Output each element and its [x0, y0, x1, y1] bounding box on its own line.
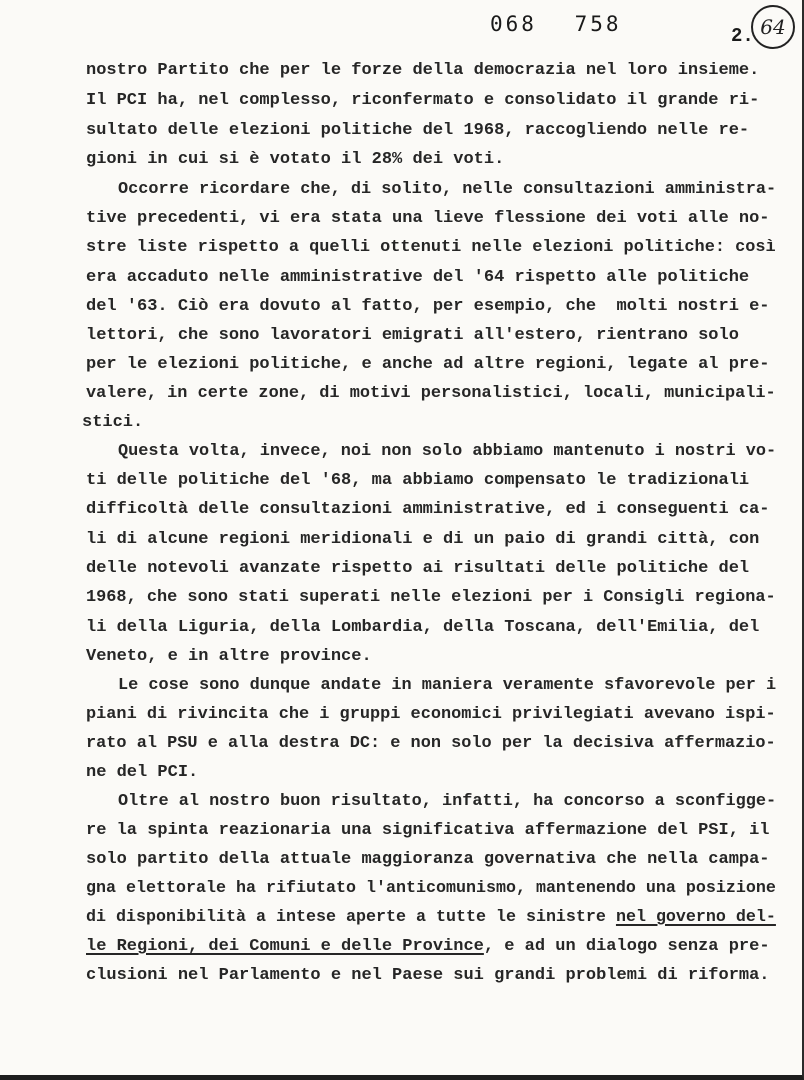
text-line: nostro Partito che per le forze della democrazia nel loro insieme. — [86, 61, 760, 80]
text-line: lettori, che sono lavoratori emigrati all'estero, rientrano solo — [86, 326, 739, 345]
text-line: difficoltà delle consultazioni amministrative, ed i conseguenti ca- — [86, 500, 770, 519]
text-line: rato al PSU e alla destra DC: e non solo per la decisiva affermazio- — [86, 734, 776, 753]
text-line-with-underline — [86, 908, 776, 927]
text-line: stre liste rispetto a quelli ottenuti nelle elezioni politiche: così — [86, 238, 776, 257]
text-line: del '63. Ciò era dovuto al fatto, per esempio, che molti nostri e- — [86, 297, 770, 316]
text-line: solo partito della attuale maggioranza governativa che nella campa- — [86, 850, 770, 869]
text-line: re la spinta reazionaria una significativa affermazione del PSI, il — [86, 821, 770, 840]
underlined-text: nel governo del- — [615, 908, 776, 927]
circled-folio-number: 64 — [751, 5, 795, 49]
text-line: tive precedenti, vi era stata una lieve flessione dei voti alle no- — [86, 209, 770, 228]
text-line: era accaduto nelle amministrative del '64 rispetto alle politiche — [86, 268, 750, 287]
text-line: Veneto, e in altre province. — [86, 647, 372, 666]
text-line: clusioni nel Parlamento e nel Paese sui grandi problemi di riforma. — [86, 966, 770, 985]
text-line: delle notevoli avanzate rispetto ai risultati delle politiche del — [86, 559, 750, 578]
text-line: gna elettorale ha rifiutato l'anticomunismo, mantenendo una posizione — [86, 879, 776, 898]
text-line: ti delle politiche del '68, ma abbiamo compensato le tradizionali — [86, 471, 750, 490]
text-line: Questa volta, invece, noi non solo abbiamo mantenuto i nostri vo- — [118, 442, 777, 461]
text-line: li della Liguria, della Lombardia, della Toscana, dell'Emilia, del — [86, 618, 760, 637]
page-number: 2. — [731, 25, 754, 47]
text-line: stici. — [82, 413, 144, 432]
text-fragment: di disponibilità a intese aperte a tutte le sinistre — [86, 908, 616, 927]
text-line: sultato delle elezioni politiche del 1968, raccogliendo nelle re- — [86, 121, 750, 140]
text-line: li di alcune regioni meridionali e di un paio di grandi città, con — [86, 530, 760, 549]
archive-serial-number — [490, 12, 622, 36]
text-line: Occorre ricordare che, di solito, nelle consultazioni amministra- — [118, 180, 777, 199]
text-line: Il PCI ha, nel complesso, riconfermato e consolidato il grande ri- — [86, 91, 760, 110]
text-line: Le cose sono dunque andate in maniera veramente sfavorevole per i — [118, 676, 777, 695]
underlined-text: le Regioni, dei Comuni e delle Province — [86, 937, 484, 956]
text-line: piani di rivincita che i gruppi economici privilegiati avevano ispi- — [86, 705, 776, 724]
text-fragment: , e ad un dialogo senza pre- — [483, 937, 770, 956]
text-line: 1968, che sono stati superati nelle elezioni per i Consigli regiona- — [86, 588, 776, 607]
text-line: per le elezioni politiche, e anche ad altre regioni, legate al pre- — [86, 355, 770, 374]
text-line-with-underline — [86, 937, 770, 956]
text-line: Oltre al nostro buon risultato, infatti, ha concorso a sconfigge- — [118, 792, 777, 811]
serial-part-a: 068 — [490, 12, 537, 36]
text-line: ne del PCI. — [86, 763, 199, 782]
text-line: valere, in certe zone, di motivi personalistici, locali, municipali- — [86, 384, 776, 403]
serial-part-b: 758 — [574, 12, 622, 36]
text-line: gioni in cui si è votato il 28% dei voti. — [86, 150, 505, 169]
